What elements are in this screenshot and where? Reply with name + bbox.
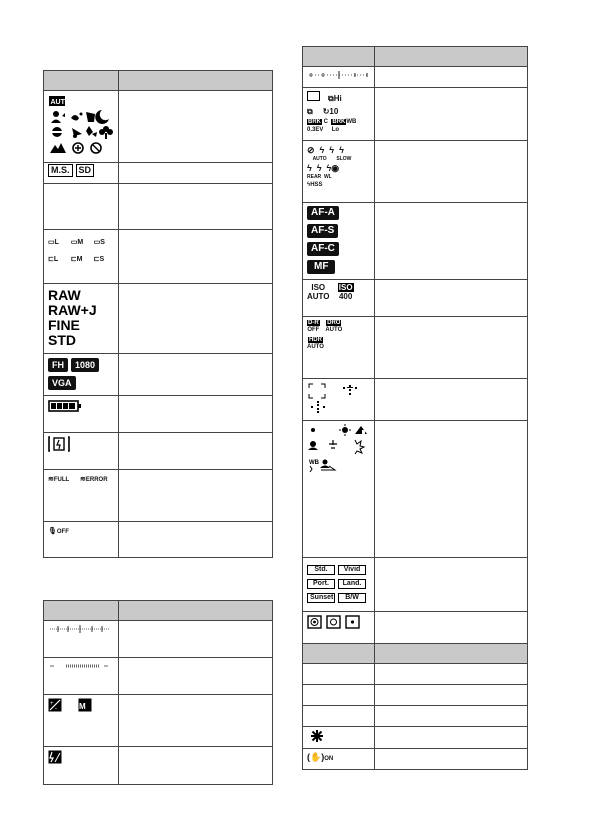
svg-text:+: + (50, 701, 54, 707)
table-row (44, 522, 273, 558)
table-row (44, 91, 273, 163)
table-header (303, 47, 528, 67)
focus-mode-icons: AF-AAF-S AF-CMF (303, 203, 375, 280)
svg-text:M: M (78, 702, 86, 711)
mic-off-icon: 🎙OFF (44, 522, 119, 558)
flash-comp-icon (44, 747, 119, 785)
table-header (303, 644, 528, 664)
table-row (303, 280, 528, 317)
table-header (44, 71, 273, 91)
svg-text:AUTO: AUTO (50, 99, 71, 106)
quality-labels: RAW RAW+J FINE STD (44, 284, 119, 354)
left-icon-table-2 (43, 600, 273, 785)
table-row (303, 706, 528, 727)
table-row (44, 284, 273, 354)
exposure-comp-icons (44, 695, 119, 747)
drive-mode-icons: ⧉Hi ⧉ ↻10 BRK C BRKWB 0.3EV Lo (303, 88, 375, 141)
table-row (44, 747, 273, 785)
scene-modes-icons (44, 91, 119, 163)
table-row (303, 67, 528, 88)
table-row (303, 421, 528, 558)
table-row (44, 433, 273, 470)
iso-icons: ISO AUTO ISO 400 (303, 280, 375, 317)
flash-card-icon (44, 433, 119, 470)
ev-scale-icon (303, 67, 375, 88)
table-row (44, 354, 273, 396)
image-size-icons: ▭L ▭M ▭S ⊏L ⊏M ⊏S (44, 230, 119, 284)
table-row (303, 88, 528, 141)
table-row (303, 664, 528, 685)
creative-style-icons: Std. Vivid Port. Land. Sunset B/W (303, 558, 375, 612)
table-row (303, 558, 528, 612)
movie-size-icons: FH 1080 VGA (44, 354, 119, 396)
table-row (303, 141, 528, 203)
dro-icons: D-R OFF DRO AUTO HDR AUTO (303, 317, 375, 379)
table-row (44, 695, 273, 747)
buffer-icons: ≋FULL ≋ERROR (44, 470, 119, 522)
table-row (303, 379, 528, 421)
table-header (44, 601, 273, 621)
battery-icon (44, 396, 119, 433)
sd-media-icon: SD (76, 164, 95, 177)
level-scale-icon (44, 658, 119, 695)
steadyshot-icon: (✋)ON (303, 749, 375, 770)
white-balance-icons (303, 421, 375, 558)
right-icon-table-1 (302, 46, 528, 649)
table-row (303, 203, 528, 280)
flash-mode-icons: ⊘ ϟ ϟ ϟ AUTO SLOW ϟ ϟ ϟ◉ REAR WL ϟHSS (303, 141, 375, 203)
svg-text:-: - (55, 706, 57, 712)
table-row (303, 727, 528, 749)
table-row (303, 685, 528, 706)
af-illuminator-icon (303, 727, 375, 749)
table-row (303, 749, 528, 770)
ms-sd-media-icons (44, 163, 119, 184)
table-row (44, 396, 273, 433)
table-row (44, 230, 273, 284)
table-row (303, 317, 528, 379)
table-row (44, 621, 273, 658)
left-icon-table-1 (43, 70, 273, 558)
table-row (44, 184, 273, 230)
svg-text:WB: WB (309, 460, 319, 466)
table-row (44, 470, 273, 522)
ms-media-icon: M.S. (48, 164, 73, 177)
exposure-scale-icon (44, 621, 119, 658)
table-row (44, 658, 273, 695)
table-row (44, 163, 273, 184)
af-area-icons (303, 379, 375, 421)
right-icon-table-2 (302, 643, 528, 770)
